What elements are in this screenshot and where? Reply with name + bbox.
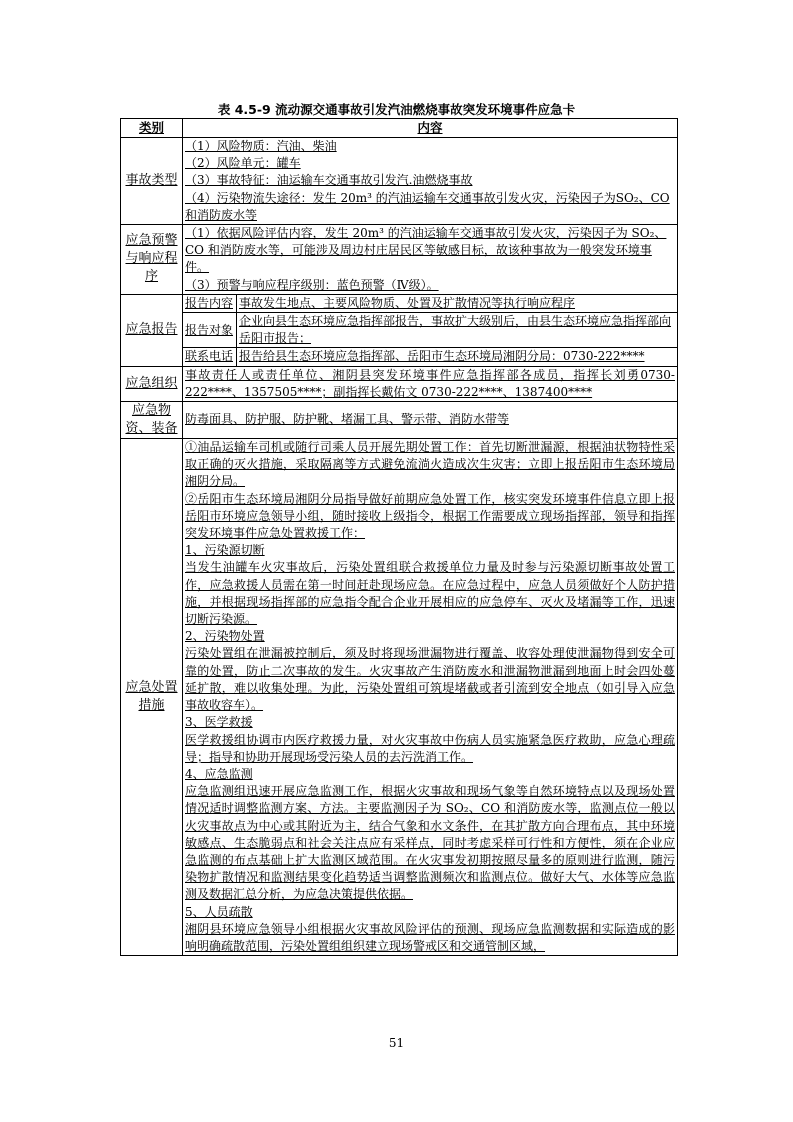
content-organization: [183, 366, 678, 401]
content-report: [183, 294, 678, 366]
row-report: [121, 294, 678, 366]
content-accident-type: [183, 138, 678, 225]
label-supplies: 应急物资、装备: [121, 402, 183, 439]
paragraph: 污染处置组在泄漏被控制后，须及时将现场泄漏物进行覆盖、收容处理使泄漏物得到安全可靠的处置，防止二次事故的发生。火灾事故产生消防废水和泄漏物泄漏到地面上时会四处蔓延扩散，难以收集处理。为此，污染处置组可筑堤堵截或者引流到安全地点（如引导入应急事故收容车）。: [185, 646, 675, 713]
report-key: 联系电话: [183, 348, 237, 365]
row-measures: [121, 439, 678, 956]
row-accident-type: [121, 138, 678, 225]
paragraph: 医学救援组协调市内医疗救援力量，对火灾事故中伤病人员实施紧急医疗救助，应急心理疏导；指导和协助开展现场受污染人员的去污洗消工作。: [185, 732, 675, 764]
label-organization: 应急组织: [121, 366, 183, 401]
row-organization: [121, 366, 678, 401]
table-header-row: [121, 119, 678, 138]
emergency-card-table: [120, 118, 678, 956]
text-line: （4）污染物流失途径：发生 20m³ 的汽油运输车交通事故引发火灾，污染因子为SO₂、CO 和消防废水等: [185, 190, 670, 222]
header-content: 内容: [183, 119, 678, 138]
row-supplies: [121, 402, 678, 439]
text-line: （3）事故特征：油运输车交通事故引发汽.油燃烧事故: [185, 173, 473, 188]
row-warning: [121, 225, 678, 295]
text-line: （1）依据风险评估内容，发生 20m³ 的汽油运输车交通事故引发火灾，污染因子为 SO₂、CO 和消防废水等，可能涉及周边村庄居民区等敏感目标，故该种事故为一般突发环境事件。: [185, 226, 667, 275]
paragraph: 当发生油罐车火灾事故后，污染处置组联合救援单位力量及时参与污染源切断事故处置工作，应急救援人员需在第一时间赶赴现场应急。在应急过程中，应急人员须做好个人防护措施，并根据现场指挥部的应急指令配合企业开展相应的应急停车、灭火及堵漏等工作，迅速切断污染源。: [185, 560, 675, 627]
subheading: 1、污染源切断: [185, 543, 265, 558]
report-value: 事故发生地点、主要风险物质、处置及扩散情况等执行响应程序: [237, 295, 677, 313]
report-key: 报告对象: [183, 313, 237, 348]
report-value: 报告给县生态环境应急指挥部、岳阳市生态环境局湘阴分局：0730-222****: [239, 349, 645, 364]
text-line: （3）预警与响应程序级别：蓝色预警（Ⅳ级）。: [185, 277, 439, 292]
label-warning: 应急预警与响应程序: [121, 225, 183, 295]
paragraph: 湘阴县环境应急领导小组根据火灾事故风险评估的预测、现场应急监测数据和实际造成的影响明确疏散范围，污染处置组组织建立现场警戒区和交通管制区域，: [185, 921, 675, 953]
subheading: 4、应急监测: [185, 766, 253, 781]
text-line: （1）风险物质：汽油、柴油: [185, 139, 337, 153]
text-line: 事故责任人或责任单位、湘阴县突发环境事件应急指挥部各成员，指挥长刘勇0730-222****、1357505****；副指挥长戴佑文 0730-222****、1387400****: [185, 367, 675, 399]
label-measures: 应急处置措施: [121, 439, 183, 956]
label-report: 应急报告: [121, 294, 183, 366]
page-number: 51: [388, 1036, 405, 1050]
paragraph: 应急监测组迅速开展应急监测工作，根据火灾事故和现场气象等自然环境特点以及现场处置情况适时调整监测方案、方法。主要监测因子为 SO₂、CO 和消防废水等，监测点位一般以火灾事故点为中心或其附近为主，结合气象和水文条件，在其扩散方向合理布点，其中环境敏感点、生态脆弱点和社会关注点应有采样点，同时考虑采样可行性和方便性，须在企业应急监测的布点基础上扩大监测区域范围。在火灾事发初期按照尽量多的原则进行监测，随污染物扩散情况和监测结果变化趋势适当调整监测频次和监测点位。做好大气、水体等应急监测及数据汇总分析，为应急决策提供依据。: [185, 784, 675, 902]
text-line: 防毒面具、防护服、防护靴、堵漏工具、警示带、消防水带等: [185, 412, 510, 427]
subheading: 5、人员疏散: [185, 904, 253, 919]
content-measures: [183, 439, 678, 956]
header-category: 类别: [121, 119, 183, 138]
text-line: （2）风险单元：罐车: [185, 156, 301, 171]
table-caption: 表 4.5-9 流动源交通事故引发汽油燃烧事故突发环境事件应急卡: [217, 102, 576, 117]
label-accident-type: 事故类型: [121, 138, 183, 225]
subheading: 2、污染物处置: [185, 629, 265, 644]
subheading: 3、医学救援: [185, 715, 253, 730]
report-value: 企业向县生态环境应急指挥部报告，事故扩大级别后，由县生态环境应急指挥部向岳阳市报告；: [237, 313, 677, 348]
paragraph: ②岳阳市生态环境局湘阴分局指导做好前期应急处置工作，核实突发环境事件信息立即上报岳阳市环境应急领导小组，随时接收上级指令，根据工作需要成立现场指挥部，领导和指挥突发环境事件应急处置救援工作：: [185, 491, 675, 541]
report-key: 报告内容: [183, 295, 237, 313]
paragraph: ①油品运输车司机或随行司乘人员开展先期处置工作：首先切断泄漏源，根据油状物特性采取正确的灭火措施，采取隔离等方式避免流淌火造成次生灾害；立即上报岳阳市生态环境局湘阴分局。: [185, 440, 675, 489]
content-warning: [183, 225, 678, 295]
content-supplies: [183, 402, 678, 439]
